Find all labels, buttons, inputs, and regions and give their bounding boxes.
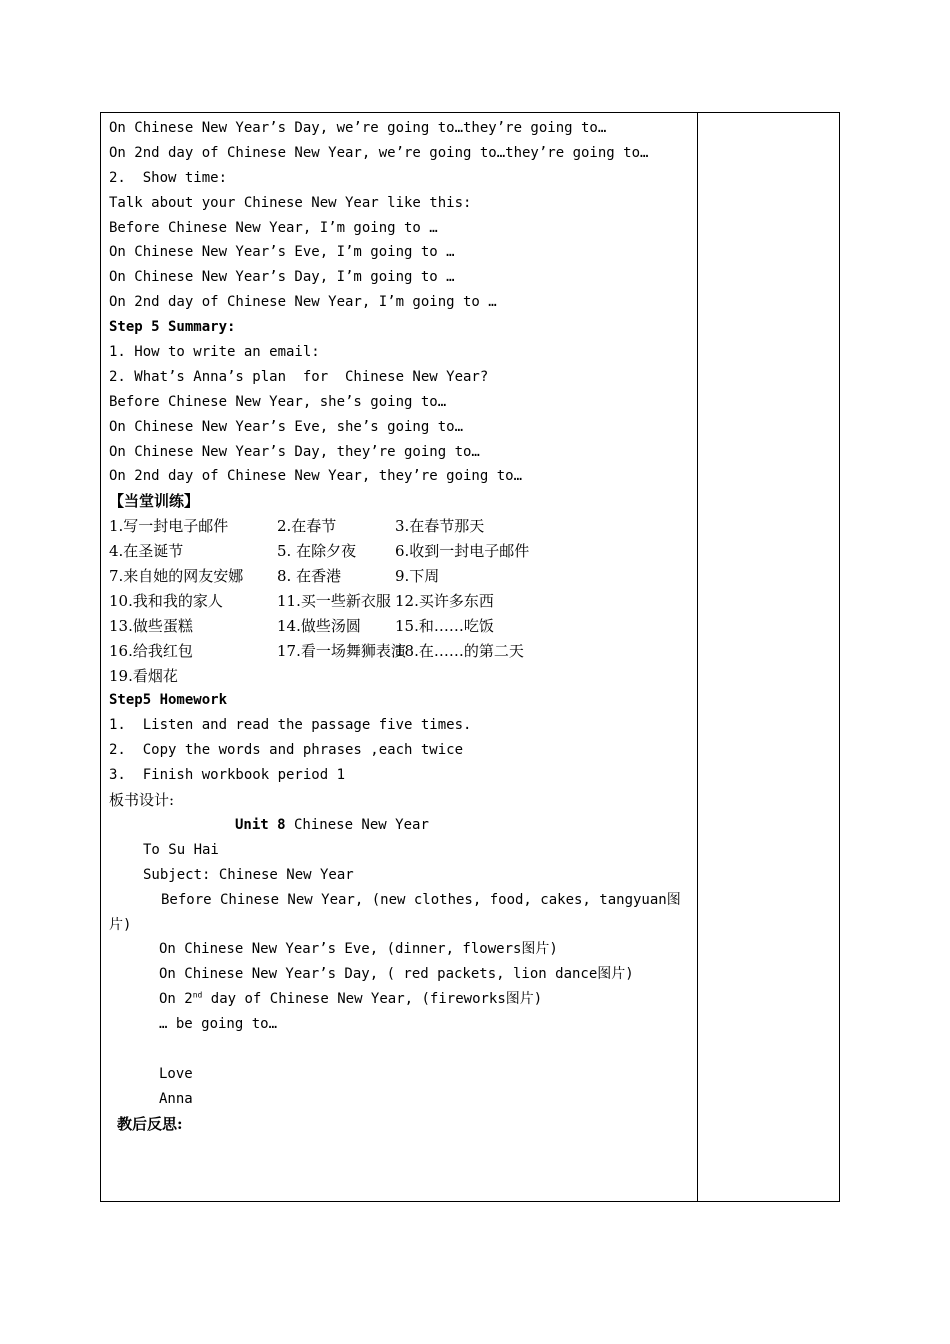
vocab-item: 12.买许多东西 bbox=[395, 591, 494, 610]
board-second-sup: nd bbox=[192, 990, 203, 1000]
column-divider bbox=[697, 113, 698, 1201]
vocab-item: 17.看一场舞狮表演 bbox=[277, 641, 406, 660]
text-line: On Chinese New Year’s Eve, she’s going to… bbox=[109, 418, 464, 435]
board-line: On Chinese New Year’s Eve, (dinner, flowers图片) bbox=[159, 941, 558, 958]
board-second-pre: On 2 bbox=[159, 991, 193, 1008]
vocab-row bbox=[109, 614, 693, 639]
text-line: On Chinese New Year’s Eve, I’m going to … bbox=[109, 244, 455, 261]
vocab-item: 9.下周 bbox=[395, 567, 440, 586]
text-line: 2. What’s Anna’s plan for Chinese New Year? bbox=[109, 368, 489, 385]
board-line: … be going to… bbox=[159, 1016, 278, 1033]
homework-heading: Step5 Homework bbox=[109, 692, 228, 709]
board-line: 片) bbox=[109, 916, 132, 933]
board-line: Before Chinese New Year, (new clothes, food, cakes, tangyuan图 bbox=[161, 891, 681, 908]
text-line: 2. Show time: bbox=[109, 169, 228, 186]
board-line: Love bbox=[159, 1065, 193, 1082]
homework-item: 1. Listen and read the passage five times. bbox=[109, 717, 472, 734]
vocab-item: 1.写一封电子邮件 bbox=[109, 517, 229, 536]
vocab-item: 15.和……吃饭 bbox=[395, 616, 494, 635]
vocab-row bbox=[109, 639, 693, 664]
vocab-item: 2.在春节 bbox=[277, 517, 337, 536]
main-content-cell bbox=[109, 116, 693, 1137]
vocab-item: 11.买一些新衣服 bbox=[277, 591, 391, 610]
board-line: On Chinese New Year’s Day, ( red packets, lion dance图片) bbox=[159, 966, 634, 983]
vocab-item: 19.看烟花 bbox=[109, 666, 178, 685]
vocab-item: 13.做些蛋糕 bbox=[109, 616, 193, 635]
vocab-item: 18.在……的第二天 bbox=[395, 641, 524, 660]
vocab-row bbox=[109, 514, 693, 539]
vocab-row bbox=[109, 564, 693, 589]
vocab-item: 5. 在除夕夜 bbox=[277, 542, 357, 561]
vocab-row bbox=[109, 664, 693, 689]
vocab-item: 16.给我红包 bbox=[109, 641, 193, 660]
text-line: 1. How to write an email: bbox=[109, 344, 320, 361]
text-line: Before Chinese New Year, she’s going to… bbox=[109, 393, 447, 410]
vocab-item: 4.在圣诞节 bbox=[109, 542, 184, 561]
vocab-item: 3.在春节那天 bbox=[395, 517, 485, 536]
homework-item: 2. Copy the words and phrases ,each twice bbox=[109, 742, 464, 759]
text-line: On 2nd day of Chinese New Year, they’re going to… bbox=[109, 468, 523, 485]
board-line: Subject: Chinese New Year bbox=[143, 866, 354, 883]
reflection-heading: 教后反思: bbox=[117, 1114, 183, 1133]
board-design-heading: 板书设计: bbox=[109, 791, 175, 810]
practice-heading: 【当堂训练】 bbox=[109, 492, 200, 511]
board-line bbox=[109, 987, 693, 1012]
blank-line bbox=[109, 1037, 693, 1062]
board-title bbox=[109, 813, 693, 838]
board-unit-title: Chinese New Year bbox=[285, 816, 429, 833]
vocab-item: 7.来自她的网友安娜 bbox=[109, 567, 244, 586]
text-line: Talk about your Chinese New Year like this: bbox=[109, 194, 472, 211]
text-line: On Chinese New Year’s Day, I’m going to … bbox=[109, 269, 455, 286]
text-line: Before Chinese New Year, I’m going to … bbox=[109, 219, 438, 236]
text-line: On Chinese New Year’s Day, we’re going to…they’re going to… bbox=[109, 120, 607, 136]
board-second-post: day of Chinese New Year, (fireworks图片) bbox=[202, 991, 543, 1008]
step5-summary-heading: Step 5 Summary: bbox=[109, 319, 236, 336]
vocab-item: 6.收到一封电子邮件 bbox=[395, 542, 530, 561]
board-line: Anna bbox=[159, 1090, 193, 1107]
board-line: To Su Hai bbox=[143, 841, 219, 858]
vocab-row bbox=[109, 589, 693, 614]
lesson-plan-table bbox=[100, 112, 840, 1202]
text-line: On 2nd day of Chinese New Year, I’m going to … bbox=[109, 294, 497, 311]
board-unit-number: Unit 8 bbox=[235, 816, 286, 833]
vocab-row bbox=[109, 539, 693, 564]
text-line: On 2nd day of Chinese New Year, we’re going to…they’re going to… bbox=[109, 144, 649, 161]
vocab-item: 14.做些汤圆 bbox=[277, 616, 361, 635]
homework-item: 3. Finish workbook period 1 bbox=[109, 767, 346, 784]
vocab-item: 8. 在香港 bbox=[277, 567, 342, 586]
text-line: On Chinese New Year’s Day, they’re going to… bbox=[109, 443, 480, 460]
vocab-item: 10.我和我的家人 bbox=[109, 591, 223, 610]
